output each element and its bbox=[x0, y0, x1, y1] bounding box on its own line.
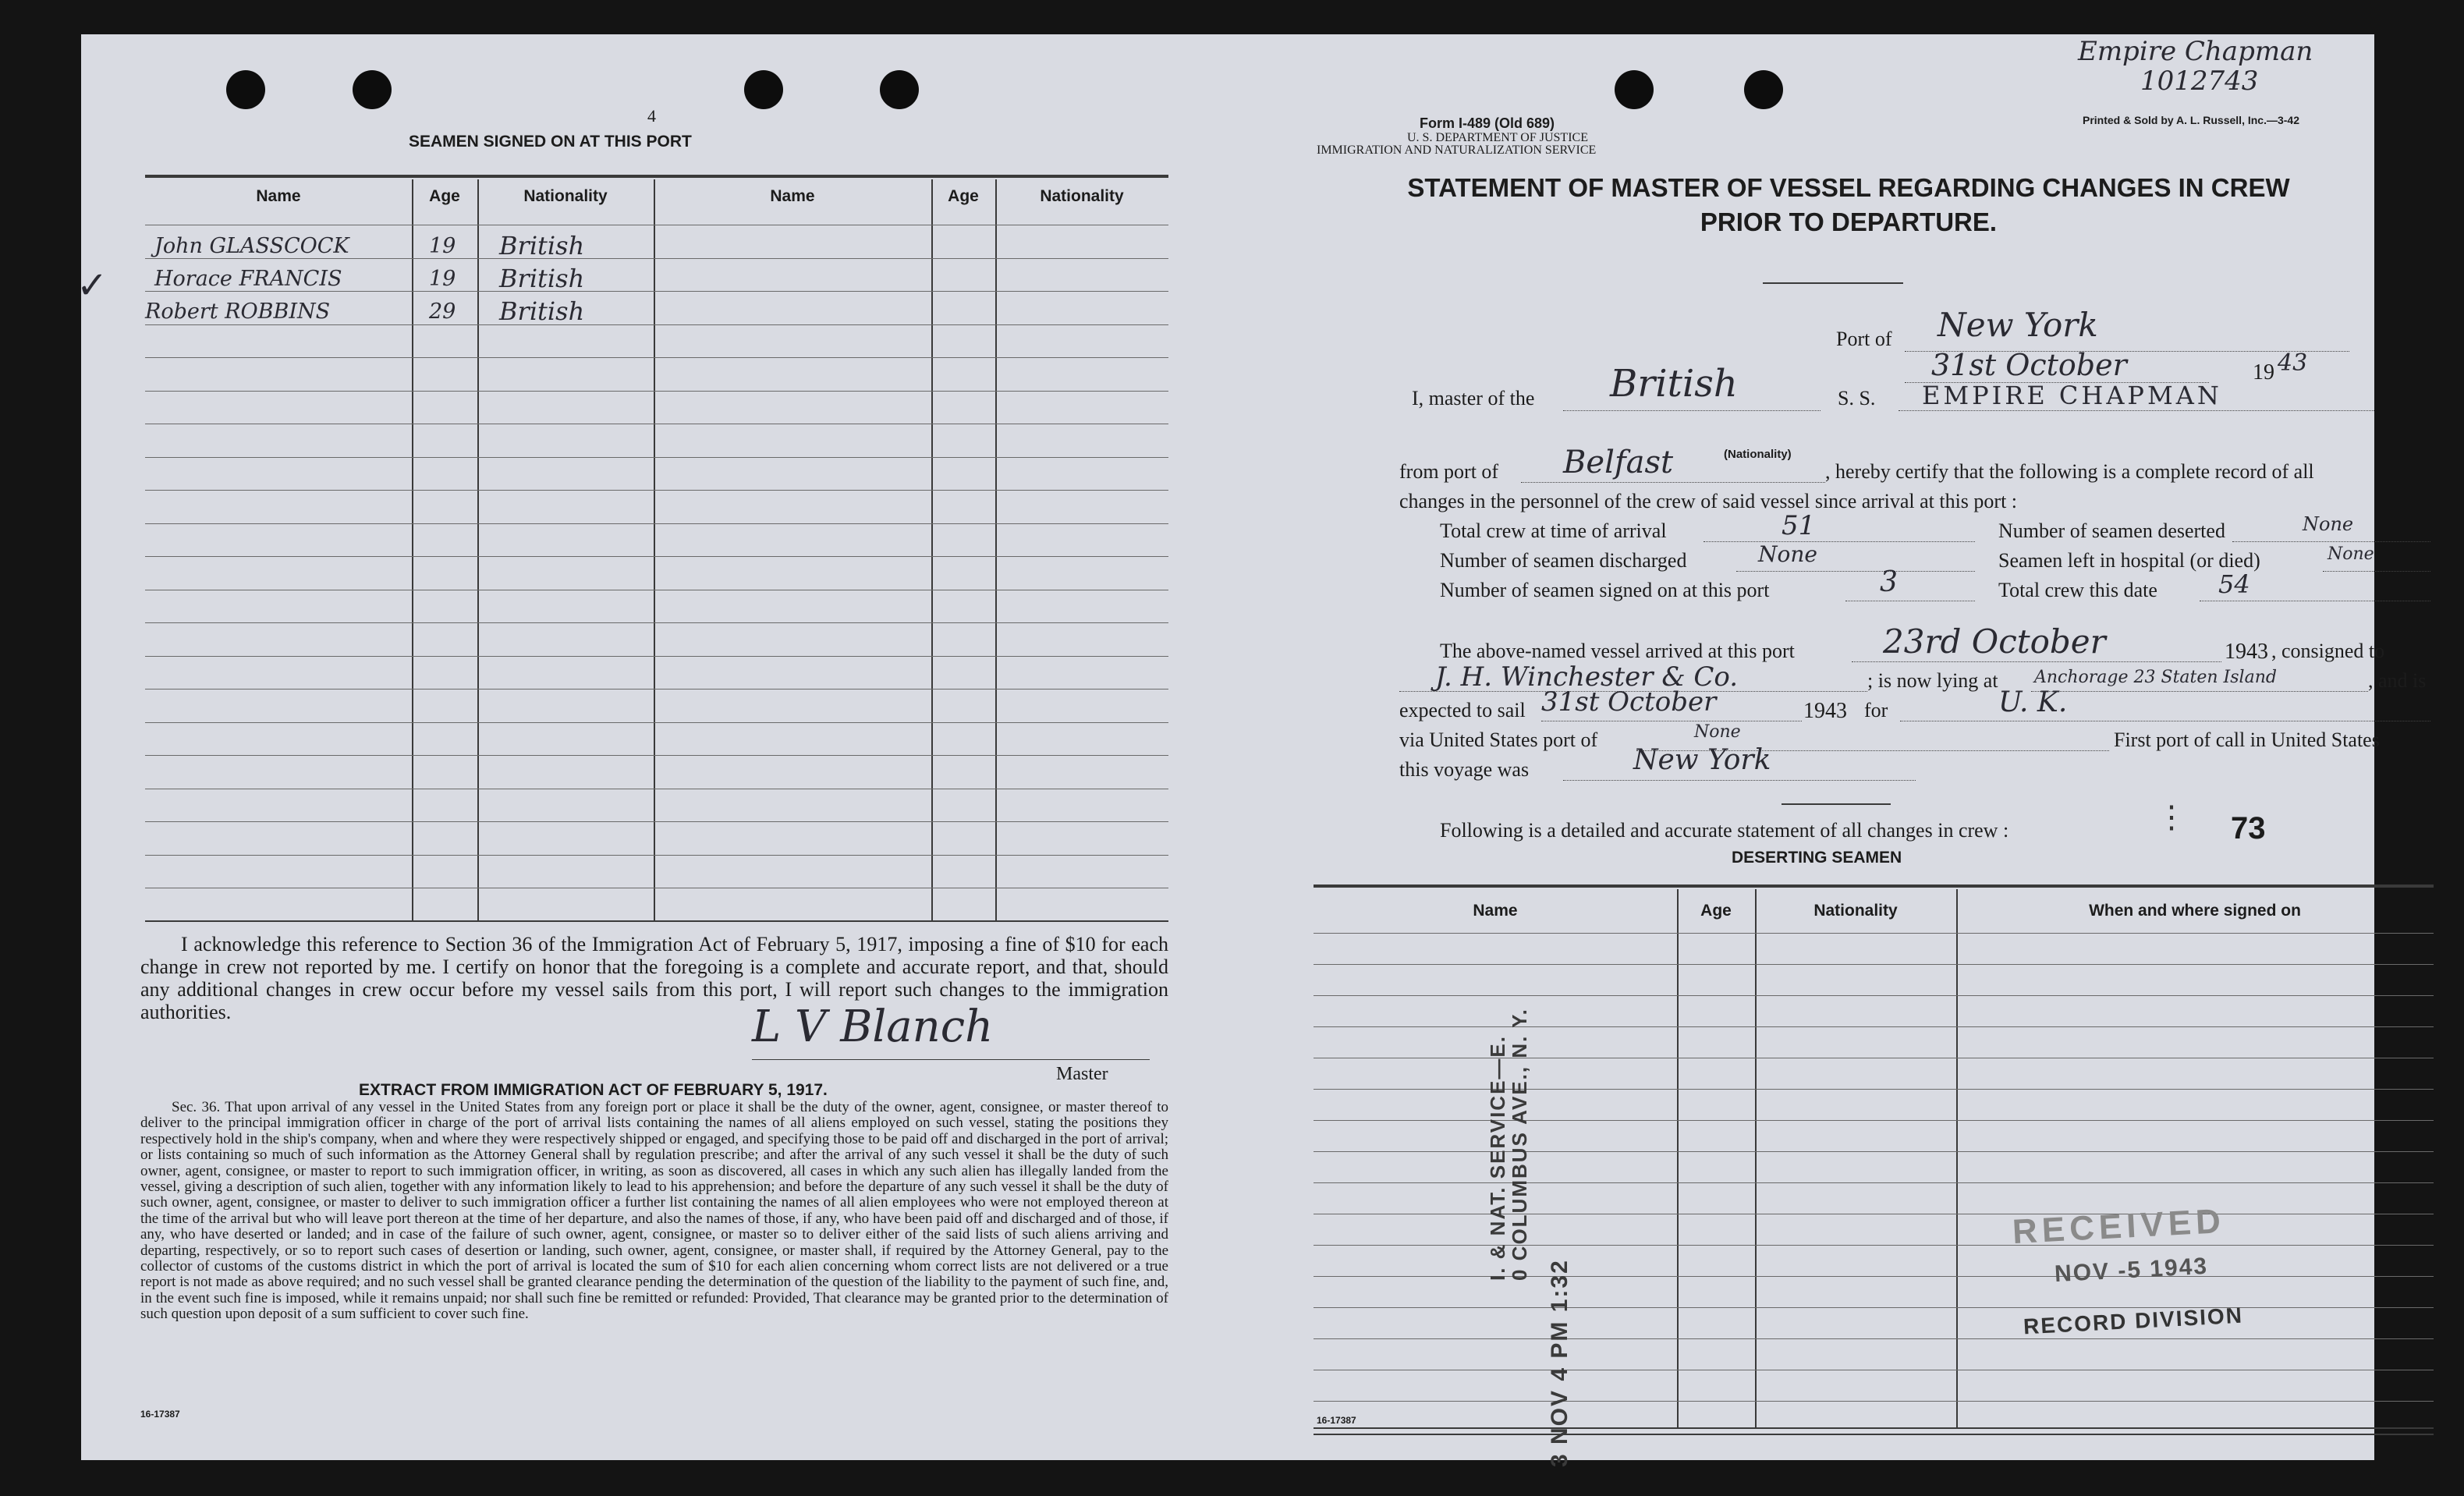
punch-hole bbox=[226, 70, 265, 109]
nationality-value: British bbox=[1610, 362, 1738, 406]
table-rule bbox=[145, 391, 1168, 392]
table-rule bbox=[145, 291, 1168, 292]
vessel-value: EMPIRE CHAPMAN bbox=[1922, 381, 2222, 410]
table-col-divider bbox=[1755, 889, 1757, 1427]
seaman-nationality: British bbox=[499, 296, 585, 326]
field-line bbox=[1736, 571, 1975, 572]
table-rule bbox=[1314, 1151, 2434, 1152]
changes-text: changes in the personnel of the crew of said vessel since arrival at this port : bbox=[1399, 490, 2018, 512]
following-text: Following is a detailed and accurate statement of all changes in crew : bbox=[1440, 819, 2009, 842]
seaman-age: 19 bbox=[429, 234, 456, 258]
table-top-border bbox=[145, 175, 1168, 178]
hospital-value: None bbox=[2328, 544, 2374, 564]
seaman-name: John GLASSCOCK bbox=[154, 234, 349, 258]
acknowledgement-text: I acknowledge this reference to Section 36 of the Immigration Act of February 5, 1917, imposing a fine of $10 for each change in crew not reported by me. I certify on honor that the foregoing is a complete and accurate report, and that, should any additional changes in crew occur before my vessel sails from this port, I will report such changes to the immigration authorities. bbox=[140, 933, 1168, 1023]
deserted-value: None bbox=[2303, 513, 2354, 535]
col-header-name: Name bbox=[1473, 902, 1518, 920]
table-rule bbox=[1314, 1338, 2434, 1339]
form-number: Form I-489 (Old 689) bbox=[1420, 115, 1555, 131]
punch-hole bbox=[1615, 70, 1654, 109]
seaman-age: 19 bbox=[429, 267, 456, 291]
field-line bbox=[1852, 661, 2221, 662]
table-rule bbox=[145, 722, 1168, 723]
master-of-label: I, master of the bbox=[1412, 387, 1535, 409]
form-code: 16-17387 bbox=[1317, 1415, 1356, 1426]
signature-line bbox=[752, 1059, 1150, 1060]
vessel-field-line bbox=[1899, 410, 2374, 411]
check-mark: ✓ bbox=[76, 264, 108, 307]
service-stamp-date: 3 NOV 4 PM 1:32 bbox=[1547, 1259, 1572, 1467]
col-header-age: Age bbox=[1700, 902, 1732, 920]
discharged-value: None bbox=[1758, 541, 1817, 567]
field-line bbox=[2031, 691, 2368, 692]
table-bottom-border bbox=[1314, 1427, 2434, 1429]
ss-label: S. S. bbox=[1838, 387, 1876, 409]
from-port-label: from port of bbox=[1399, 460, 1499, 483]
department: U. S. DEPARTMENT OF JUSTICE bbox=[1407, 131, 1588, 144]
divider bbox=[1782, 803, 1891, 805]
and-is-text: , and is bbox=[2368, 669, 2427, 692]
seaman-name: Robert ROBBINS bbox=[145, 300, 331, 324]
port-label: Port of bbox=[1836, 328, 1892, 350]
table-rule bbox=[1314, 1026, 2434, 1027]
form-title: STATEMENT OF MASTER OF VESSEL REGARDING CHANGES IN CREW bbox=[1407, 173, 2290, 202]
voyage-label: this voyage was bbox=[1399, 758, 1530, 781]
table-rule bbox=[1314, 1120, 2434, 1121]
field-line bbox=[1563, 780, 1916, 781]
corner-number: 1012743 bbox=[2140, 66, 2259, 97]
punch-hole bbox=[1744, 70, 1783, 109]
sheet-number: 73 bbox=[2231, 811, 2266, 845]
seaman-nationality: British bbox=[499, 231, 585, 261]
table-col-divider bbox=[1956, 889, 1958, 1427]
table-col-divider bbox=[1677, 889, 1679, 1427]
total-crew-arrival-value: 51 bbox=[1782, 510, 1816, 541]
seaman-age: 29 bbox=[429, 300, 456, 324]
for-value: U. K. bbox=[1998, 686, 2068, 718]
table-rule bbox=[145, 755, 1168, 756]
total-crew-date-value: 54 bbox=[2218, 569, 2250, 599]
table-rule bbox=[1314, 1401, 2434, 1402]
table-rule bbox=[145, 523, 1168, 524]
service-stamp-line: 0 COLUMBUS AVE., N. Y. bbox=[1508, 1008, 1531, 1281]
deserted-label: Number of seamen deserted bbox=[1998, 519, 2225, 542]
table-rule bbox=[1314, 1307, 2434, 1308]
via-label: via United States port of bbox=[1399, 729, 1598, 751]
expected-label: expected to sail bbox=[1399, 699, 1526, 721]
year-prefix: 19 bbox=[2253, 360, 2274, 385]
table-rule bbox=[145, 689, 1168, 690]
total-crew-arrival-label: Total crew at time of arrival bbox=[1440, 519, 1667, 542]
table-rule bbox=[145, 457, 1168, 458]
corner-annotation: Empire Chapman bbox=[2078, 36, 2313, 67]
discharged-label: Number of seamen discharged bbox=[1440, 549, 1687, 572]
consigned-label: , consigned to bbox=[2271, 640, 2385, 662]
extract-title: EXTRACT FROM IMMIGRATION ACT OF FEBRUARY 5, 1917. bbox=[359, 1081, 828, 1099]
form-title-line2: PRIOR TO DEPARTURE. bbox=[1700, 207, 1998, 236]
received-date: NOV -5 1943 bbox=[2054, 1253, 2209, 1288]
table-rule bbox=[145, 357, 1168, 358]
field-line bbox=[1704, 541, 1975, 542]
table-rule bbox=[145, 490, 1168, 491]
seaman-name: Horace FRANCIS bbox=[154, 267, 342, 291]
nationality-caption: (Nationality) bbox=[1724, 448, 1792, 461]
master-label: Master bbox=[1056, 1064, 1108, 1084]
year-value: 43 bbox=[2278, 349, 2308, 377]
via-value: None bbox=[1694, 722, 1741, 742]
from-port-value: Belfast bbox=[1563, 445, 1674, 480]
expected-year: 1943 bbox=[1803, 699, 1847, 723]
table-rule bbox=[145, 556, 1168, 557]
nationality-field-line bbox=[1563, 410, 1821, 411]
mark: ⋮ bbox=[2156, 799, 2187, 835]
table-rule bbox=[145, 855, 1168, 856]
expected-value: 31st October bbox=[1541, 686, 1717, 718]
port-value: New York bbox=[1938, 306, 2098, 344]
total-crew-date-label: Total crew this date bbox=[1998, 579, 2157, 601]
table-rule bbox=[1314, 1245, 2434, 1246]
form-code: 16-17387 bbox=[140, 1409, 180, 1420]
for-label: for bbox=[1864, 699, 1888, 721]
hospital-label: Seamen left in hospital (or died) bbox=[1998, 549, 2260, 572]
col-header-name: Name bbox=[256, 187, 301, 205]
lying-value: Anchorage 23 Staten Island bbox=[2034, 668, 2277, 687]
col-header-signed-on: When and where signed on bbox=[2089, 902, 2301, 920]
deserting-title: DESERTING SEAMEN bbox=[1732, 849, 1902, 867]
seaman-nationality: British bbox=[499, 264, 585, 293]
table-rule bbox=[1314, 1276, 2434, 1277]
title-divider bbox=[1763, 282, 1903, 284]
signed-on-label: Number of seamen signed on at this port bbox=[1440, 579, 1770, 601]
lying-label: ; is now lying at bbox=[1867, 669, 1998, 692]
arrived-year: 1943 bbox=[2225, 640, 2268, 664]
left-section-title: SEAMEN SIGNED ON AT THIS PORT bbox=[409, 133, 692, 151]
from-port-field-line bbox=[1521, 482, 1825, 483]
first-port-label: First port of call in United States bbox=[2114, 729, 2380, 751]
arrived-label: The above-named vessel arrived at this port bbox=[1440, 640, 1795, 662]
received-stamp: RECEIVED bbox=[2011, 1201, 2227, 1252]
arrived-value: 23rd October bbox=[1883, 622, 2106, 661]
punch-hole bbox=[880, 70, 919, 109]
field-line bbox=[2232, 541, 2430, 542]
table-top-border bbox=[1314, 884, 2434, 888]
consignee-value: J. H. Winchester & Co. bbox=[1435, 661, 1739, 693]
service-stamp-line: I. & NAT. SERVICE—E. bbox=[1486, 1035, 1509, 1281]
table-rule bbox=[1314, 1089, 2434, 1090]
table-rule bbox=[1314, 1182, 2434, 1183]
table-rule bbox=[145, 324, 1168, 325]
table-rule bbox=[1314, 995, 2434, 996]
document-page bbox=[76, 34, 2427, 1467]
date-value: 31st October bbox=[1931, 348, 2127, 382]
col-header-nationality: Nationality bbox=[1040, 187, 1124, 205]
field-line bbox=[2323, 571, 2430, 572]
col-header-name: Name bbox=[770, 187, 815, 205]
voyage-value: New York bbox=[1633, 744, 1771, 776]
certify-text: , hereby certify that the following is a complete record of all bbox=[1825, 460, 2314, 483]
col-header-age: Age bbox=[429, 187, 460, 205]
punch-hole bbox=[353, 70, 392, 109]
master-signature: L V Blanch bbox=[752, 1001, 994, 1052]
record-division: RECORD DIVISION bbox=[2023, 1303, 2244, 1339]
service-name: IMMIGRATION AND NATURALIZATION SERVICE bbox=[1317, 144, 1597, 157]
table-rule bbox=[145, 821, 1168, 822]
col-header-age: Age bbox=[948, 187, 979, 205]
extract-text: Sec. 36. That upon arrival of any vessel in the United States from any foreign port or place it shall be the duty of the owner, agent, consignee, or master thereof to deliver to the principal immigration officer in charge of the port of arrival lists containing the names of all aliens employed on such vessel, stating the positions they respectively hold in the ship's company, when and where they were respectively shipped or engaged, and specifying those to be paid off and discharged in the port of arrival; or lists containing so much of such information as the Attorney General shall by regulation prescribe; and after the arrival of any such vessel it shall be the duty of such owner, agent, consignee, or master to report to such immigration officer, in writing, as soon as discovered, all cases in which any such alien has illegally landed from the vessel, giving a description of such alien, together with any information likely to lead to his apprehension; and before the departure of any such vessel it shall be the duty of such owner, agent, consignee, or master to deliver to such immigration officer a further list containing the names of all alien employees who were not employed thereon at the time of the arrival but who will leave port thereon at the time of her departure, and also the names of those, if any, who have been paid off and discharged and of those, if any, who have deserted or landed; and in case of the failure of such owner, agent, consignee, or master so to deliver either of the said lists of such aliens arriving and departing, respectively, or so to report such cases of desertion or landing, such owner, agent, consignee, or master shall, if required by the Attorney General, pay to the collector of customs of the customs district in which the port of arrival is located the sum of $10 for each alien concerning whom correct lists are not delivered or a true report is not made as above required; and no such vessel shall be granted clearance pending the determination of the question of the liability to the payment of such fine, and, in the event such fine is imposed, while it remains unpaid; nor shall such fine be remitted or refunded: Provided, That clearance may be granted prior to the determination of such question upon deposit of a sum sufficient to cover such fine. bbox=[140, 1099, 1168, 1323]
col-header-nationality: Nationality bbox=[523, 187, 608, 205]
table-bottom-border bbox=[145, 920, 1168, 922]
table-rule bbox=[145, 656, 1168, 657]
table-rule bbox=[1314, 933, 2434, 934]
page-number: 4 bbox=[647, 106, 656, 126]
service-stamp bbox=[1487, 1000, 1530, 1281]
col-header-nationality: Nationality bbox=[1813, 902, 1898, 920]
table-bottom-border bbox=[1314, 1434, 2434, 1435]
table-rule bbox=[1314, 964, 2434, 965]
table-rule bbox=[145, 622, 1168, 623]
punch-hole bbox=[744, 70, 783, 109]
printer-note: Printed & Sold by A. L. Russell, Inc.—3-42 bbox=[2083, 114, 2299, 126]
signed-on-value: 3 bbox=[1880, 566, 1898, 598]
